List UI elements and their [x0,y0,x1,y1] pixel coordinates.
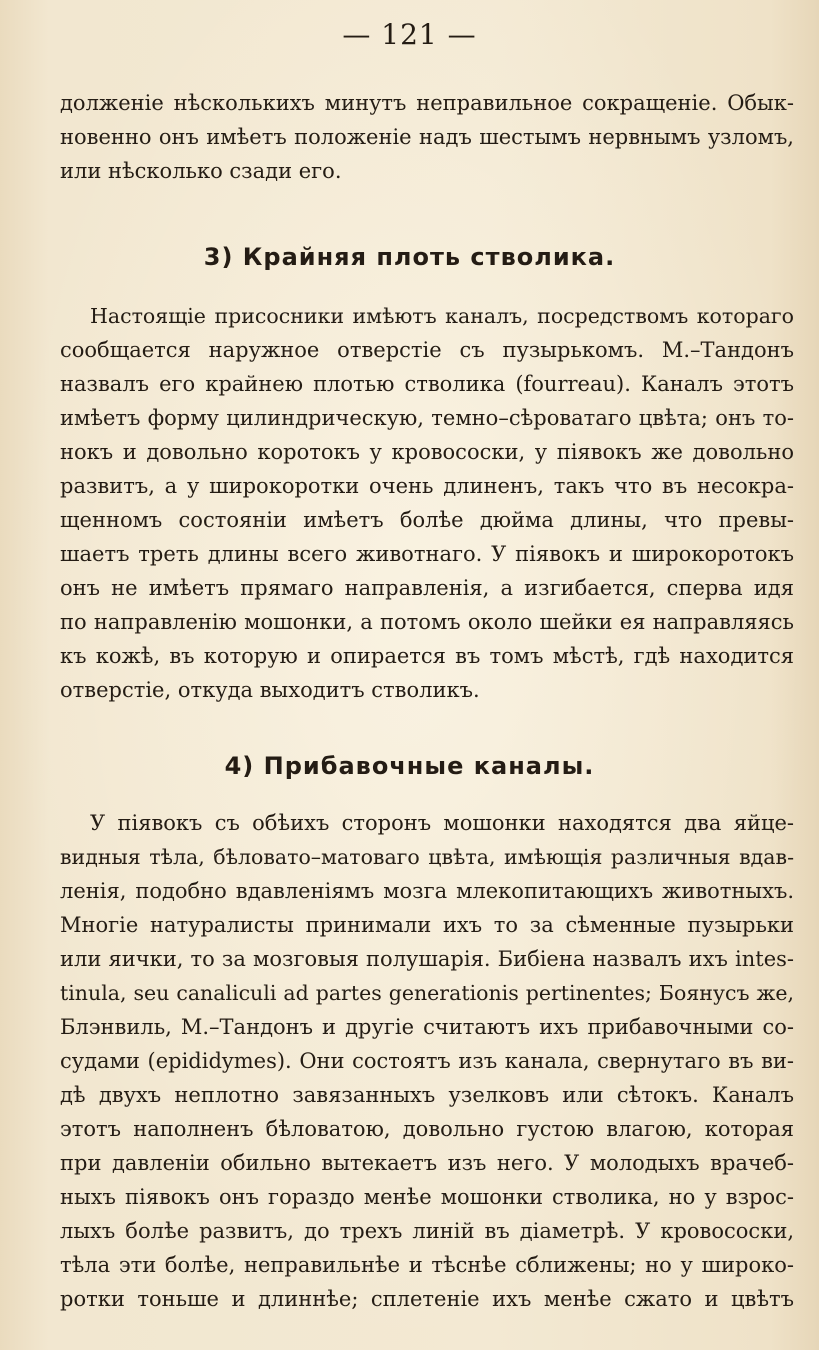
text-line: видныя тѣла, бѣловато–матоваго цвѣта, имѣющія различныя вдав- [60,845,794,869]
section-4-heading: 4) Прибавочные каналы. [224,752,595,780]
text-line: или нѣсколько сзади его. [60,159,342,183]
text-line: къ кожѣ, въ которую и опирается въ томъ мѣстѣ, гдѣ находится [60,644,794,668]
text-line: ленія, подобно вдавленіямъ мозга млекопитающихъ животныхъ. [60,879,794,903]
text-line: щенномъ состояніи имѣетъ болѣе дюйма длины, что превы- [60,508,794,532]
text-line: Многіе натуралисты принимали ихъ то за сѣменные пузырьки [60,913,794,937]
text-line: долженіе нѣсколькихъ минутъ неправильное сокращеніе. Обык- [60,91,794,115]
text-line: дѣ двухъ неплотно завязанныхъ узелковъ или сѣтокъ. Каналъ [60,1083,794,1107]
text-line: этотъ наполненъ бѣловатою, довольно густою влагою, которая [60,1117,794,1141]
text-line: онъ не имѣетъ прямаго направленія, а изгибается, сперва идя [60,576,794,600]
text-line: по направленію мошонки, а потомъ около шейки ея направляясь [60,610,794,634]
text-line: tinula, seu canaliculi ad partes generationis pertinentes; Боянусъ же, [60,981,794,1005]
section-3-heading: 3) Крайняя плоть стволика. [203,243,616,271]
text-line: лыхъ болѣе развитъ, до трехъ линій въ діаметрѣ. У кровососки, [60,1219,794,1243]
text-line: нокъ и довольно коротокъ у кровососки, у піявокъ же довольно [60,440,794,464]
text-line: новенно онъ имѣетъ положеніе надъ шестымъ нервнымъ узломъ, [60,125,794,149]
text-line: ротки тоньше и длиннѣе; сплетеніе ихъ менѣе сжато и цвѣтъ [60,1287,794,1311]
text-line: развитъ, а у широкоротки очень длиненъ, такъ что въ несокра- [60,474,794,498]
text-line: отверстіе, откуда выходитъ стволикъ. [60,678,480,702]
intro-paragraph [60,86,794,188]
text-line: Блэнвиль, М.–Тандонъ и другіе считаютъ ихъ прибавочными со- [60,1015,794,1039]
text-line: тѣла эти болѣе, неправильнѣе и тѣснѣе сближены; но у широко- [60,1253,794,1277]
text-line: судами (epididymes). Они состоятъ изъ канала, свернутаго въ ви- [60,1049,794,1073]
text-line: назвалъ его крайнею плотью стволика (fourreau). Каналъ этотъ [60,372,794,396]
text-line: имѣетъ форму цилиндрическую, темно–сѣроватаго цвѣта; онъ то- [60,406,794,430]
text-line: сообщается наружное отверстіе съ пузырькомъ. М.–Тандонъ [60,338,794,362]
section-4-paragraph [60,806,794,1316]
section-3-paragraph [60,299,794,707]
page-number: — 121 — [342,18,477,51]
text-line: или яички, то за мозговыя полушарія. Бибіена назвалъ ихъ intes- [60,947,794,971]
text-line: шаетъ треть длины всего животнаго. У піявокъ и широкоротокъ [60,542,794,566]
text-line: при давленіи обильно вытекаетъ изъ него. У молодыхъ врачеб- [60,1151,794,1175]
text-line: ныхъ піявокъ онъ гораздо менѣе мошонки стволика, но у взрос- [60,1185,794,1209]
text-line: Настоящіе присосники имѣютъ каналъ, посредствомъ котораго [90,304,794,328]
text-line: У піявокъ съ обѣихъ сторонъ мошонки находятся два яйце- [90,811,794,835]
